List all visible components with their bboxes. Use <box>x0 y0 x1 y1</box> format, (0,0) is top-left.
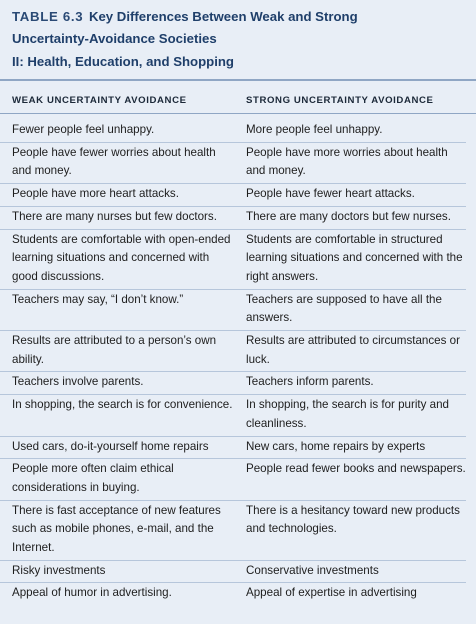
column-header-strong: STRONG UNCERTAINTY AVOIDANCE <box>246 95 434 106</box>
table-row <box>0 436 466 459</box>
strong-cell: Teachers inform parents. <box>246 375 374 389</box>
title-line-3: II: Health, Education, and Shopping <box>12 53 234 69</box>
table-row <box>0 372 466 395</box>
table-label: TABLE 6.3 <box>12 9 84 24</box>
strong-cell: More people feel unhappy. <box>246 123 383 136</box>
table-row <box>0 395 466 436</box>
table-row <box>0 500 466 560</box>
weak-cell: People have fewer worries about health and money. <box>12 145 216 178</box>
table-row <box>0 289 466 330</box>
table-row <box>0 184 466 207</box>
table-row <box>0 120 466 142</box>
strong-cell: Teachers are supposed to have all the answers. <box>246 292 442 325</box>
header-rule-bottom <box>0 113 476 114</box>
table-row <box>0 206 466 229</box>
header-rule-top <box>0 79 476 81</box>
strong-cell: Conservative investments <box>246 563 379 577</box>
table-row <box>0 560 466 583</box>
table-row <box>0 229 466 289</box>
strong-cell: There is a hesitancy toward new products and technologies. <box>246 503 460 536</box>
table-title <box>12 6 466 73</box>
title-line-1 <box>12 6 466 28</box>
weak-cell: In shopping, the search is for convenience. <box>12 398 233 412</box>
weak-cell: There is fast acceptance of new features such as mobile phones, e-mail, and the Internet. <box>12 503 221 555</box>
weak-cell: Appeal of humor in advertising. <box>12 586 172 600</box>
weak-cell: Fewer people feel unhappy. <box>12 123 155 136</box>
strong-cell: Students are comfortable in structured learning situations and concerned with the right answers. <box>246 232 463 283</box>
title-text-1: Key Differences Between Weak and Strong <box>88 9 358 24</box>
weak-cell: Teachers may say, “I don’t know.” <box>12 292 184 306</box>
strong-cell: New cars, home repairs by experts <box>246 439 426 453</box>
table-row <box>0 583 466 605</box>
title-line-2: Uncertainty-Avoidance Societies <box>12 31 217 47</box>
comparison-table-body <box>0 120 466 605</box>
table-row <box>0 459 466 500</box>
weak-cell: Teachers involve parents. <box>12 375 144 389</box>
column-header-weak: WEAK UNCERTAINTY AVOIDANCE <box>12 95 187 106</box>
weak-cell: There are many nurses but few doctors. <box>12 209 217 223</box>
strong-cell: People read fewer books and newspapers. <box>246 462 466 476</box>
weak-cell: Risky investments <box>12 563 106 577</box>
strong-cell: People have fewer heart attacks. <box>246 187 415 201</box>
weak-cell: People more often claim ethical considerations in buying. <box>12 462 174 494</box>
weak-cell: People have more heart attacks. <box>12 187 179 201</box>
weak-cell: Students are comfortable with open-ended learning situations and concerned with good discussions. <box>12 232 231 283</box>
table-row <box>0 142 466 183</box>
table-row <box>0 331 466 372</box>
strong-cell: There are many doctors but few nurses. <box>246 209 451 223</box>
strong-cell: In shopping, the search is for purity and cleanliness. <box>246 398 450 430</box>
strong-cell: Appeal of expertise in advertising <box>246 586 417 600</box>
strong-cell: Results are attributed to circumstances or luck. <box>246 334 460 366</box>
strong-cell: People have more worries about health and money. <box>246 145 448 178</box>
weak-cell: Results are attributed to a person’s own ability. <box>12 334 217 366</box>
comparison-table <box>0 120 466 605</box>
weak-cell: Used cars, do-it-yourself home repairs <box>12 439 209 453</box>
